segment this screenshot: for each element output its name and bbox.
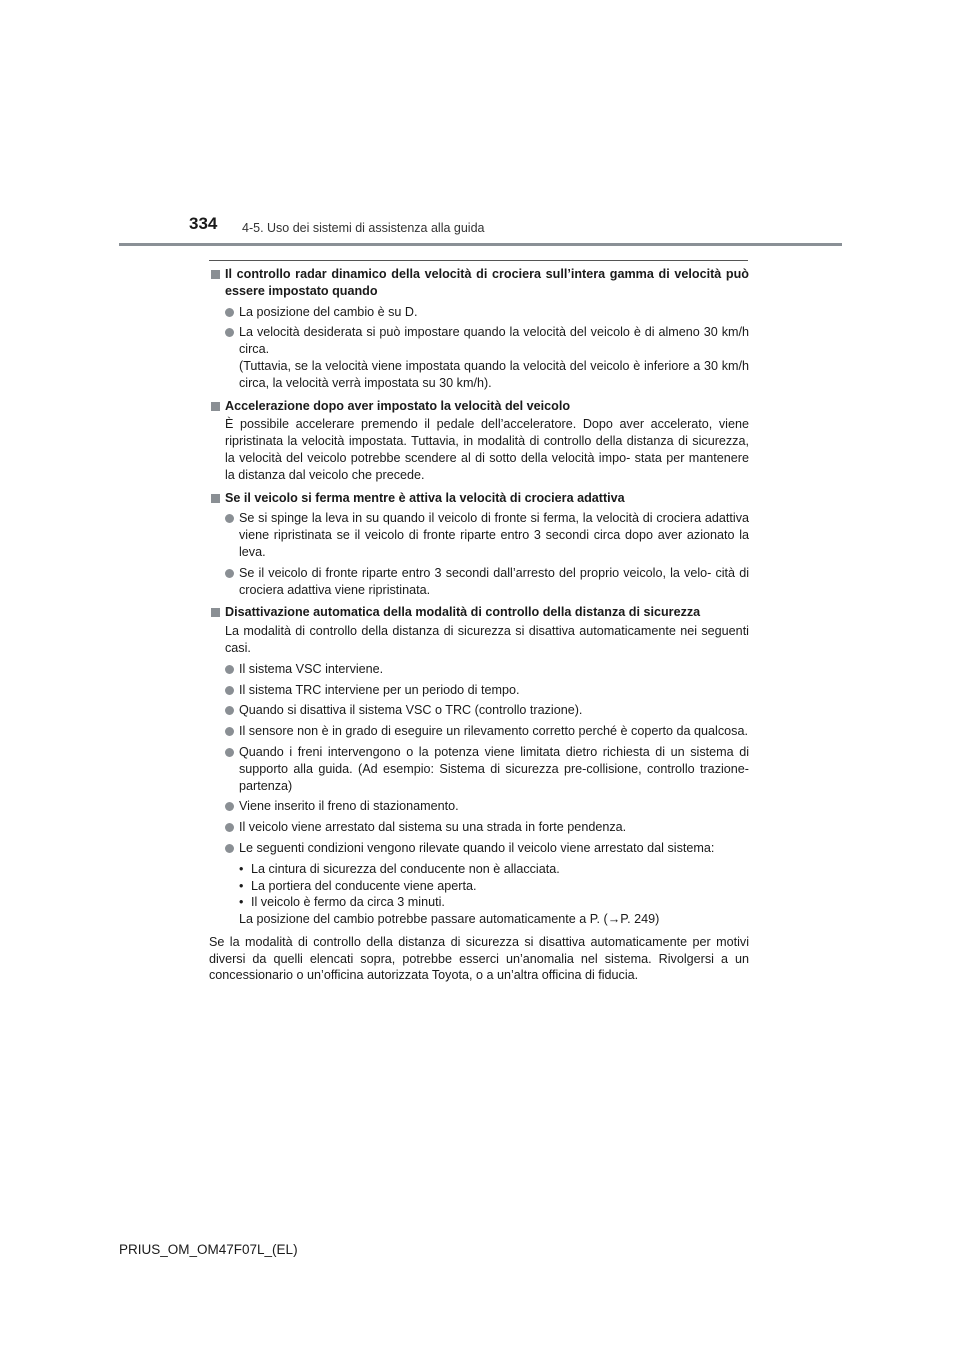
square-bullet-icon	[211, 494, 220, 503]
circle-bullet-icon	[225, 569, 234, 578]
sub-list-item: • La portiera del conducente viene aperta.	[239, 878, 477, 893]
square-bullet-icon	[211, 270, 220, 279]
list-item: Il sistema VSC interviene.	[209, 661, 749, 678]
list-item: Il veicolo viene arrestato dal sistema su una strada in forte pendenza.	[209, 819, 749, 836]
sub-note: La posizione del cambio potrebbe passare automaticamente a P. (→P. 249)	[239, 912, 660, 927]
circle-bullet-icon	[225, 308, 234, 317]
list-item: Il sensore non è in grado di eseguire un rilevamento corretto perché è coperto da qualcosa.	[209, 723, 749, 740]
list-item: La velocità desiderata si può impostare quando la velocità del veicolo è di almeno 30 km/h circa. (Tuttavia, se la velocità viene impostata quando la velocità del veicolo è inferiore a 30 km/h circa, la velocità verrà impostata su 30 km/h).	[209, 324, 749, 391]
list-item: Il sistema TRC interviene per un periodo di tempo.	[209, 682, 749, 699]
document-code: PRIUS_OM_OM47F07L_(EL)	[119, 1242, 298, 1257]
dot-marker-icon: •	[239, 878, 244, 893]
circle-bullet-icon	[225, 706, 234, 715]
closing-paragraph: Se la modalità di controllo della distanza di sicurezza si disattiva automaticamente per motivi diversi da quelli elencati sopra, potrebbe esserci un’anomalia nel sistema. Rivolgersi a un concessionario o un’officina autorizzata Toyota, o a un’altra officina di fiducia.	[209, 934, 749, 983]
list-item: Viene inserito il freno di stazionamento.	[209, 798, 749, 815]
section-heading: Se il veicolo si ferma mentre è attiva la velocità di crociera adattiva	[209, 490, 749, 507]
list-item: Le seguenti condizioni vengono rilevate quando il veicolo viene arrestato dal sistema:	[209, 840, 749, 857]
sub-list-item: • La cintura di sicurezza del conducente non è allacciata.	[239, 861, 560, 876]
content-rule	[209, 260, 748, 261]
chapter-title: 4-5. Uso dei sistemi di assistenza alla guida	[242, 221, 485, 235]
page-number: 334	[189, 214, 218, 233]
header-rule	[119, 243, 842, 246]
content-body	[209, 266, 749, 984]
section-vehicle-stop	[209, 490, 749, 599]
list-item: Se si spinge la leva in su quando il veicolo di fronte si ferma, la velocità di crociera adattiva viene ripristinata se il veicolo di fronte riparte entro 3 secondi circa dopo aver azionato la leva.	[209, 510, 749, 560]
circle-bullet-icon	[225, 686, 234, 695]
section-heading: Accelerazione dopo aver impostato la velocità del veicolo	[209, 398, 749, 415]
circle-bullet-icon	[225, 823, 234, 832]
section-text: La modalità di controllo della distanza di sicurezza si disattiva automaticamente nei seguenti casi.	[225, 624, 749, 655]
sub-list-item: • Il veicolo è fermo da circa 3 minuti.	[239, 895, 445, 910]
circle-bullet-icon	[225, 514, 234, 523]
square-bullet-icon	[211, 608, 220, 617]
section-auto-deactivation	[209, 604, 749, 984]
list-item: Quando si disattiva il sistema VSC o TRC (controllo trazione).	[209, 702, 749, 719]
circle-bullet-icon	[225, 665, 234, 674]
dot-marker-icon: •	[239, 861, 244, 876]
square-bullet-icon	[211, 402, 220, 411]
list-item: Se il veicolo di fronte riparte entro 3 secondi dall’arresto del proprio veicolo, la velo- cità di crociera adattiva viene ripristinata.	[209, 565, 749, 599]
circle-bullet-icon	[225, 748, 234, 757]
section-acceleration	[209, 398, 749, 484]
list-item: La posizione del cambio è su D.	[209, 304, 749, 321]
sub-list	[209, 861, 749, 928]
circle-bullet-icon	[225, 844, 234, 853]
section-cruise-range	[209, 266, 749, 392]
list-item: Quando i freni intervengono o la potenza viene limitata dietro richiesta di un sistema di supporto alla guida. (Ad esempio: Sistema di sicurezza pre-collisione, controllo trazione-partenza)	[209, 744, 749, 794]
section-heading: Disattivazione automatica della modalità di controllo della distanza di sicurezza	[209, 604, 749, 621]
section-heading: Il controllo radar dinamico della velocità di crociera sull’intera gamma di velocità può essere impostato quando	[209, 266, 749, 300]
circle-bullet-icon	[225, 727, 234, 736]
circle-bullet-icon	[225, 802, 234, 811]
circle-bullet-icon	[225, 328, 234, 337]
section-text: È possibile accelerare premendo il pedale dell’acceleratore. Dopo aver accelerato, viene ripristinata la velocità impostata. Tuttavia, in modalità di controllo della distanza di sicurezza, la velocità del veicolo potrebbe scendere al di sotto della velocità impo- stata per mantenere la distanza dal veicolo che precede.	[225, 417, 749, 482]
dot-marker-icon: •	[239, 895, 244, 910]
